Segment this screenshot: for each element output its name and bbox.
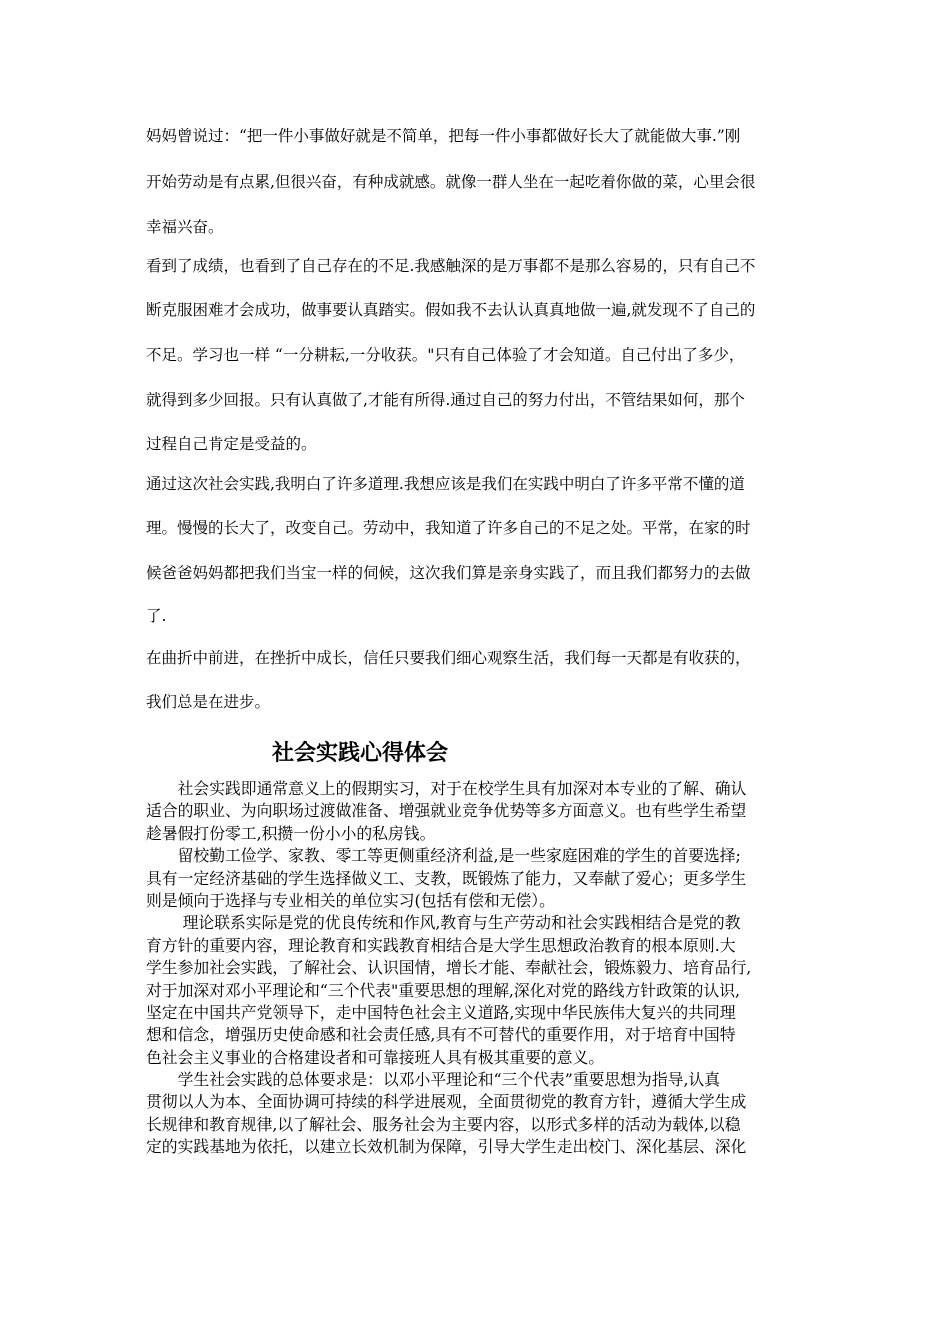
paragraph-line: 看到了成绩，也看到了自己存在的不足.我感触深的是万事都不是那么容易的，只有自己不 — [146, 257, 756, 275]
paragraph-line: 不足。学习也一样 “一分耕耘,一分收获。"只有自己体验了才会知道。自己付出了多少， — [146, 346, 745, 364]
paragraph-line: 过程自己肯定是受益的。 — [146, 435, 317, 453]
paragraph-line: 候爸爸妈妈都把我们当宝一样的伺候，这次我们算是亲身实践了，而且我们都努力的去做 — [146, 564, 751, 582]
paragraph-line: 定的实践基地为依托，以建立长效机制为保障，引导大学生走出校门、深化基层、深化 — [146, 1137, 747, 1157]
document-title: 社会实践心得体会 — [272, 741, 449, 766]
paragraph-line: 妈妈曾说过：“把一件小事做好就是不简单，把每一件小事都做好长大了就能做大事.”刚 — [146, 127, 741, 145]
paragraph-line: 了. — [146, 607, 167, 625]
paragraph-line: 理论联系实际是党的优良传统和作风,教育与生产劳动和社会实践相结合是党的教 — [146, 913, 741, 933]
paragraph-line: 开始劳动是有点累,但很兴奋，有种成就感。就像一群人坐在一起吃着你做的菜，心里会很 — [146, 173, 756, 191]
paragraph-line: 断克服困难才会成功，做事要认真踏实。假如我不去认认真真地做一遍,就发现不了自己的 — [146, 301, 756, 319]
paragraph-line: 对于加深对邓小平理论和“三个代表"重要思想的理解,深化对党的路线方针政策的认识, — [146, 980, 741, 1000]
paragraph-line: 趁暑假打份零工,积攒一份小小的私房钱。 — [146, 823, 436, 843]
paragraph-line: 育方针的重要内容，理论教育和实践教育相结合是大学生思想政治教育的根本原则.大 — [146, 935, 736, 955]
paragraph-line: 贯彻以人为本、全面协调可持续的科学进展观，全面贯彻党的教育方针，遵循大学生成 — [146, 1092, 747, 1112]
paragraph-line: 适合的职业、为向职场过渡做准备、增强就业竞争优势等多方面意义。也有些学生希望 — [146, 801, 747, 821]
paragraph-line: 幸福兴奋。 — [146, 218, 224, 236]
paragraph-line: 留校勤工俭学、家教、零工等更侧重经济利益,是一些家庭困难的学生的首要选择; — [146, 846, 741, 866]
essay-body — [146, 778, 806, 1159]
paragraph-line: 长规律和教育规律,以了解社会、服务社会为主要内容，以形式多样的活动为载体,以稳 — [146, 1114, 741, 1134]
paragraph-line: 社会实践即通常意义上的假期实习，对于在校学生具有加深对本专业的了解、确认 — [146, 779, 747, 798]
paragraph-line: 坚定在中国共产党领导下，走中国特色社会主义道路,实现中华民族伟大复兴的共同理 — [146, 1002, 736, 1022]
paragraph-line: 在曲折中前进，在挫折中成长，信任只要我们细心观察生活，我们每一天都是有收获的， — [146, 649, 751, 667]
paragraph-line: 色社会主义事业的合格建设者和可靠接班人具有极其重要的意义。 — [146, 1047, 605, 1067]
paragraph-line: 学生社会实践的总体要求是：以邓小平理论和“三个代表”重要思想为指导,认真 — [146, 1070, 721, 1090]
paragraph-line: 具有一定经济基础的学生选择做义工、支教，既锻炼了能力，又奉献了爱心；更多学生 — [146, 868, 747, 888]
paragraph-line: 学生参加社会实践，了解社会、认识国情，增长才能、奉献社会，锻炼毅力、培育品行, — [146, 958, 752, 978]
paragraph-line: 我们总是在进步。 — [146, 693, 271, 711]
paragraph-line: 理。慢慢的长大了，改变自己。劳动中，我知道了许多自己的不足之处。平常，在家的时 — [146, 519, 751, 537]
paragraph-line: 通过这次社会实践,我明白了许多道理.我想应该是我们在实践中明白了许多平常不懂的道 — [146, 475, 745, 493]
paragraph-line: 则是倾向于选择与专业相关的单位实习(包括有偿和无偿）。 — [146, 890, 555, 910]
paragraph-line: 想和信念，增强历史使命感和社会责任感,具有不可替代的重要作用，对于培育中国特 — [146, 1025, 736, 1045]
paragraph-line: 就得到多少回报。只有认真做了,才能有所得.通过自己的努力付出，不管结果如何，那个 — [146, 391, 745, 409]
